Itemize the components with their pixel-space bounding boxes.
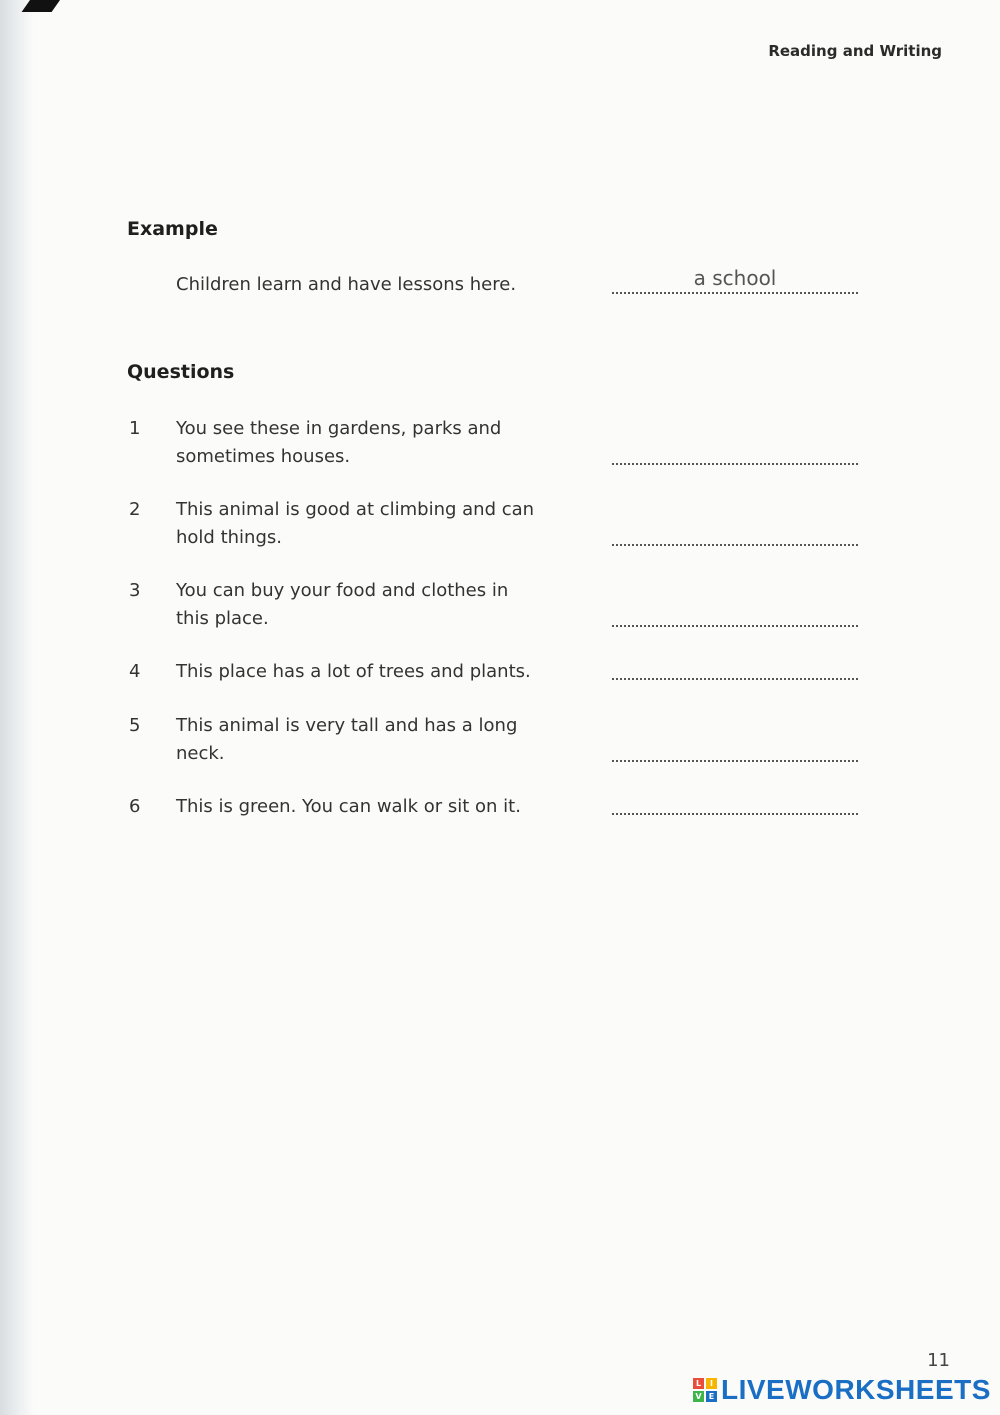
logo-square: V (693, 1391, 704, 1402)
answer-field[interactable] (612, 459, 858, 465)
example-text: Children learn and have lessons here. (176, 274, 517, 295)
question-line: hold things. (176, 527, 282, 548)
liveworksheets-logo (693, 1375, 991, 1405)
section-header: Reading and Writing (768, 42, 942, 60)
question-text (176, 577, 576, 633)
question-number: 3 (129, 580, 141, 601)
question-number: 4 (129, 661, 141, 682)
example-answer: a school (693, 266, 777, 290)
logo-square: I (706, 1378, 717, 1389)
logo-text: LIVEWORKSHEETS (721, 1374, 991, 1405)
question-text (176, 658, 576, 686)
question-line: This animal is good at climbing and can (176, 499, 535, 520)
question-text (176, 712, 576, 768)
page-number: 11 (927, 1350, 950, 1371)
answer-field[interactable] (612, 756, 858, 762)
question-line: this place. (176, 608, 269, 629)
question-line: sometimes houses. (176, 446, 351, 467)
question-line: This animal is very tall and has a long (176, 715, 518, 736)
corner-mark (22, 0, 60, 12)
question-number: 2 (129, 499, 141, 520)
question-number: 5 (129, 715, 141, 736)
logo-square: E (706, 1391, 717, 1402)
answer-field[interactable] (612, 809, 858, 815)
question-text (176, 496, 576, 552)
page-binding-shadow (0, 0, 34, 1415)
questions-heading: Questions (127, 361, 235, 383)
question-text (176, 415, 576, 471)
question-line: neck. (176, 743, 225, 764)
logo-squares-icon (693, 1378, 717, 1402)
question-text (176, 793, 576, 821)
question-line: This place has a lot of trees and plants. (176, 661, 531, 682)
question-line: You can buy your food and clothes in (176, 580, 509, 601)
answer-field[interactable] (612, 540, 858, 546)
question-number: 1 (129, 418, 141, 439)
question-line: This is green. You can walk or sit on it. (176, 796, 521, 817)
example-answer-line (612, 288, 858, 294)
answer-field[interactable] (612, 621, 858, 627)
logo-square: L (693, 1378, 704, 1389)
answer-field[interactable] (612, 674, 858, 680)
example-heading: Example (127, 218, 218, 240)
question-line: You see these in gardens, parks and (176, 418, 502, 439)
question-number: 6 (129, 796, 141, 817)
